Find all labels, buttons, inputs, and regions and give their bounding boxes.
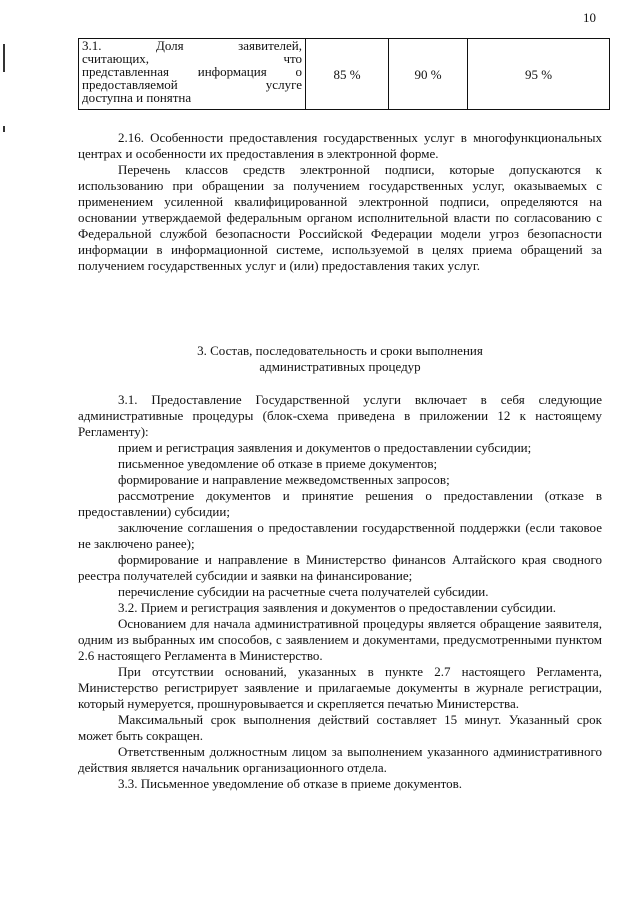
paragraph-3-2: 3.2. Прием и регистрация заявления и документов о предоставлении субсидии. (118, 600, 557, 615)
scan-edge-mark (3, 126, 5, 132)
procedure-item: заключение соглашения о предоставлении государственной поддержки (если таковое не заключено ранее); (78, 520, 602, 551)
paragraph-3-1: 3.1. Предоставление Государственной услуги включает в себя следующие административные процедуры (блок-схема приведена в приложении 12 к настоящему Регламенту): (78, 392, 602, 439)
section-3-title (78, 343, 602, 375)
paragraph-2-16: 2.16. Особенности предоставления государственных услуг в многофункциональных центрах и особенности их предоставления в электронной форме. (78, 130, 602, 161)
paragraph-signature-classes: Перечень классов средств электронной подписи, которые допускаются к использованию при обращении за получением государственных услуг, оказываемых с применением усиленной квалифицированной электронной подписи, определяются на основании утверждаемой федеральным органом исполнительной власти по согласованию с Федеральной службой безопасности Российской Федерации модели угроз безопасности информации в информационной системе, используемой в целях приема обращений за получением государственных услуг и (или) предоставления таких услуг. (78, 162, 602, 273)
section-2-16 (78, 130, 602, 274)
indicator-value-cell: 90 % (389, 39, 468, 110)
procedure-item: формирование и направление в Министерство финансов Алтайского края сводного реестра получателей субсидии и заявки на финансирование; (78, 552, 602, 583)
indicator-label-line: доступна и понятна (82, 90, 192, 105)
indicator-label-line: представленная информация о (82, 64, 302, 79)
indicator-value-cell: 95 % (468, 39, 610, 110)
procedure-item: рассмотрение документов и принятие решения о предоставлении (отказе в предоставлении) субсидии; (78, 488, 602, 519)
paragraph-3-2-registration: При отсутствии оснований, указанных в пункте 2.7 настоящего Регламента, Министерство регистрирует заявление и прилагаемые документы в журнале регистрации, который нумеруется, прошнуровывается и скрепляется печатью Министерства. (78, 664, 602, 711)
indicator-label-line: 3.1. Доля заявителей, (82, 38, 302, 53)
section-3-title-line: 3. Состав, последовательность и сроки выполнения (197, 343, 483, 358)
page-number: 10 (583, 10, 596, 25)
section-3-title-line: административных процедур (259, 359, 421, 374)
procedure-item: письменное уведомление об отказе в приеме документов; (118, 456, 438, 471)
indicator-label-line: предоставляемой услуге (82, 77, 302, 92)
indicator-label-cell (79, 39, 306, 110)
paragraph-3-2-term: Максимальный срок выполнения действий составляет 15 минут. Указанный срок может быть сокращен. (78, 712, 602, 743)
indicator-table (78, 38, 610, 110)
procedure-item: перечисление субсидии на расчетные счета получателей субсидии. (118, 584, 489, 599)
procedure-item: прием и регистрация заявления и документов о предоставлении субсидии; (118, 440, 532, 455)
scan-edge-mark (3, 44, 5, 72)
paragraph-3-2-responsible: Ответственным должностным лицом за выполнением указанного административного действия является начальник организационного отдела. (78, 744, 602, 775)
procedure-item: формирование и направление межведомственных запросов; (118, 472, 450, 487)
indicator-value-cell: 85 % (306, 39, 389, 110)
indicator-label-line: считающих, что (82, 51, 302, 66)
table-row (79, 39, 610, 110)
paragraph-3-2-basis: Основанием для начала административной процедуры является обращение заявителя, одним из выбранных им способов, с заявлением и документами, предусмотренными пунктом 2.6 настоящего Регламента в Министерство. (78, 616, 602, 663)
section-3-body (78, 392, 602, 792)
paragraph-3-3: 3.3. Письменное уведомление об отказе в приеме документов. (118, 776, 462, 791)
